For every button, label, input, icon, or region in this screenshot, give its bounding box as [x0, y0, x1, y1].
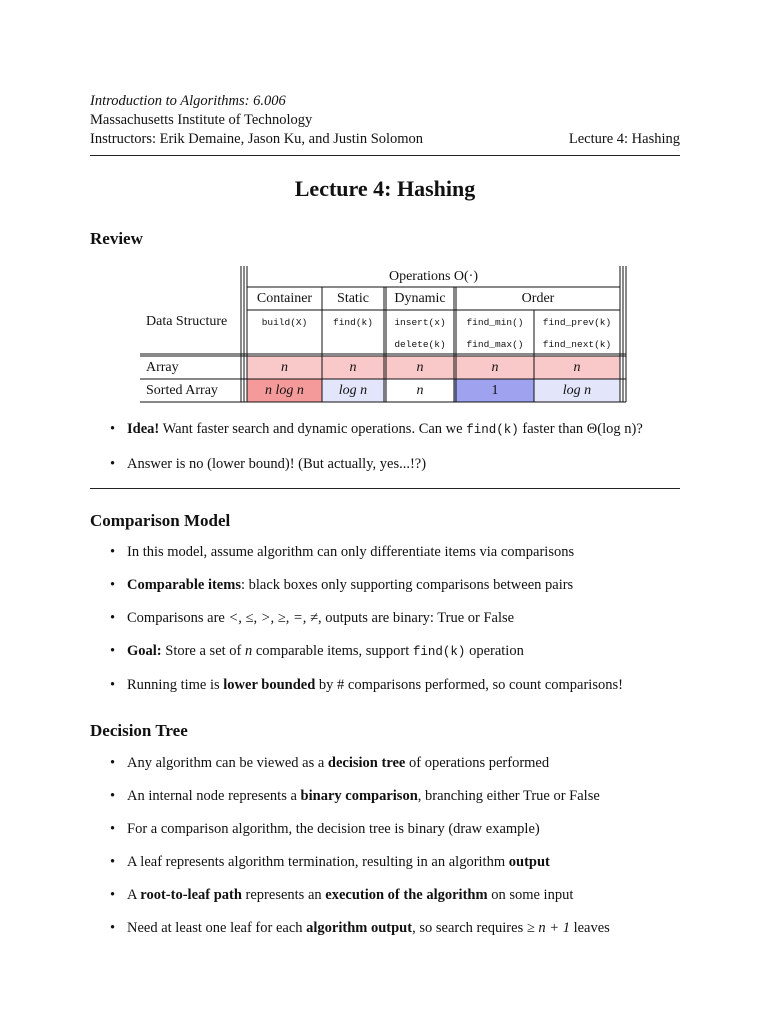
sorted-find-min: 1	[491, 382, 499, 398]
op-find-min: find_min()	[466, 316, 524, 328]
row-header-data-structure: Data Structure	[146, 314, 228, 329]
lecture-tag: Lecture 4: Hashing	[568, 131, 680, 147]
array-container: n	[281, 359, 288, 375]
op-find: find(k)	[333, 316, 373, 328]
op-find-max: find_max()	[466, 338, 524, 350]
array-find-min: n	[491, 359, 499, 375]
section-review-heading: Review	[90, 229, 143, 248]
array-dynamic: n	[416, 359, 424, 375]
op-find-prev: find_prev(k)	[542, 316, 612, 328]
list-item: • Any algorithm can be viewed as a decision tree of operations performed	[110, 754, 680, 772]
sorted-dynamic: n	[416, 382, 424, 398]
row-array-label: Array	[146, 359, 179, 375]
list-item: • Comparisons are <, ≤, >, ≥, =, ≠, outputs are binary: True or False	[110, 609, 680, 627]
list-item: • For a comparison algorithm, the decision tree is binary (draw example)	[110, 820, 680, 838]
list-item: • Running time is lower bounded by # comparisons performed, so count comparisons!	[110, 676, 680, 694]
group-container: Container	[256, 290, 313, 306]
sorted-container: n log n	[265, 382, 304, 398]
decision-tree-bullets	[110, 754, 680, 937]
array-find-prev: n	[573, 359, 581, 375]
list-item: • Comparable items: black boxes only supporting comparisons between pairs	[110, 576, 680, 594]
list-item: • Need at least one leaf for each algorithm output, so search requires ≥ n + 1 leaves	[110, 919, 680, 937]
page-header	[90, 92, 680, 149]
list-item: • A root-to-leaf path represents an execution of the algorithm on some input	[110, 886, 680, 904]
page-title: Lecture 4: Hashing	[294, 176, 476, 201]
list-item: • In this model, assume algorithm can only differentiate items via comparisons	[110, 543, 680, 561]
instructors: Instructors: Erik Demaine, Jason Ku, and Justin Solomon	[90, 131, 424, 147]
group-static: Static	[337, 290, 369, 306]
array-static: n	[349, 359, 357, 375]
sorted-find-prev: log n	[562, 382, 592, 398]
comparison-model-bullets	[110, 543, 680, 694]
review-table	[140, 263, 680, 405]
list-item: • Idea! Want faster search and dynamic operations. Can we find(k) faster than Θ(log n)?	[110, 420, 680, 439]
op-insert: insert(x)	[394, 316, 446, 328]
group-dynamic: Dynamic	[394, 290, 446, 306]
section-comparison-model-heading: Comparison Model	[90, 511, 231, 530]
course-title: Introduction to Algorithms: 6.006	[90, 93, 286, 109]
list-item: • An internal node represents a binary comparison, branching either True or False	[110, 787, 680, 805]
op-delete: delete(k)	[394, 338, 446, 350]
list-item: • Goal: Store a set of n comparable items, support find(k) operation	[110, 642, 680, 661]
list-item: • Answer is no (lower bound)! (But actually, yes...!?)	[110, 455, 680, 473]
group-order: Order	[521, 290, 555, 306]
review-bullets	[110, 420, 680, 473]
op-build: build(X)	[261, 316, 308, 328]
op-find-next: find_next(k)	[542, 338, 612, 350]
institution: Massachusetts Institute of Technology	[90, 112, 313, 128]
list-item: • A leaf represents algorithm termination, resulting in an algorithm output	[110, 853, 680, 871]
operations-label: Operations O(·)	[388, 268, 479, 284]
section-decision-tree-heading: Decision Tree	[90, 721, 188, 740]
sorted-static: log n	[338, 382, 368, 398]
section-rule	[90, 488, 680, 489]
header-rule	[90, 155, 680, 156]
row-sorted-array-label: Sorted Array	[146, 382, 218, 398]
